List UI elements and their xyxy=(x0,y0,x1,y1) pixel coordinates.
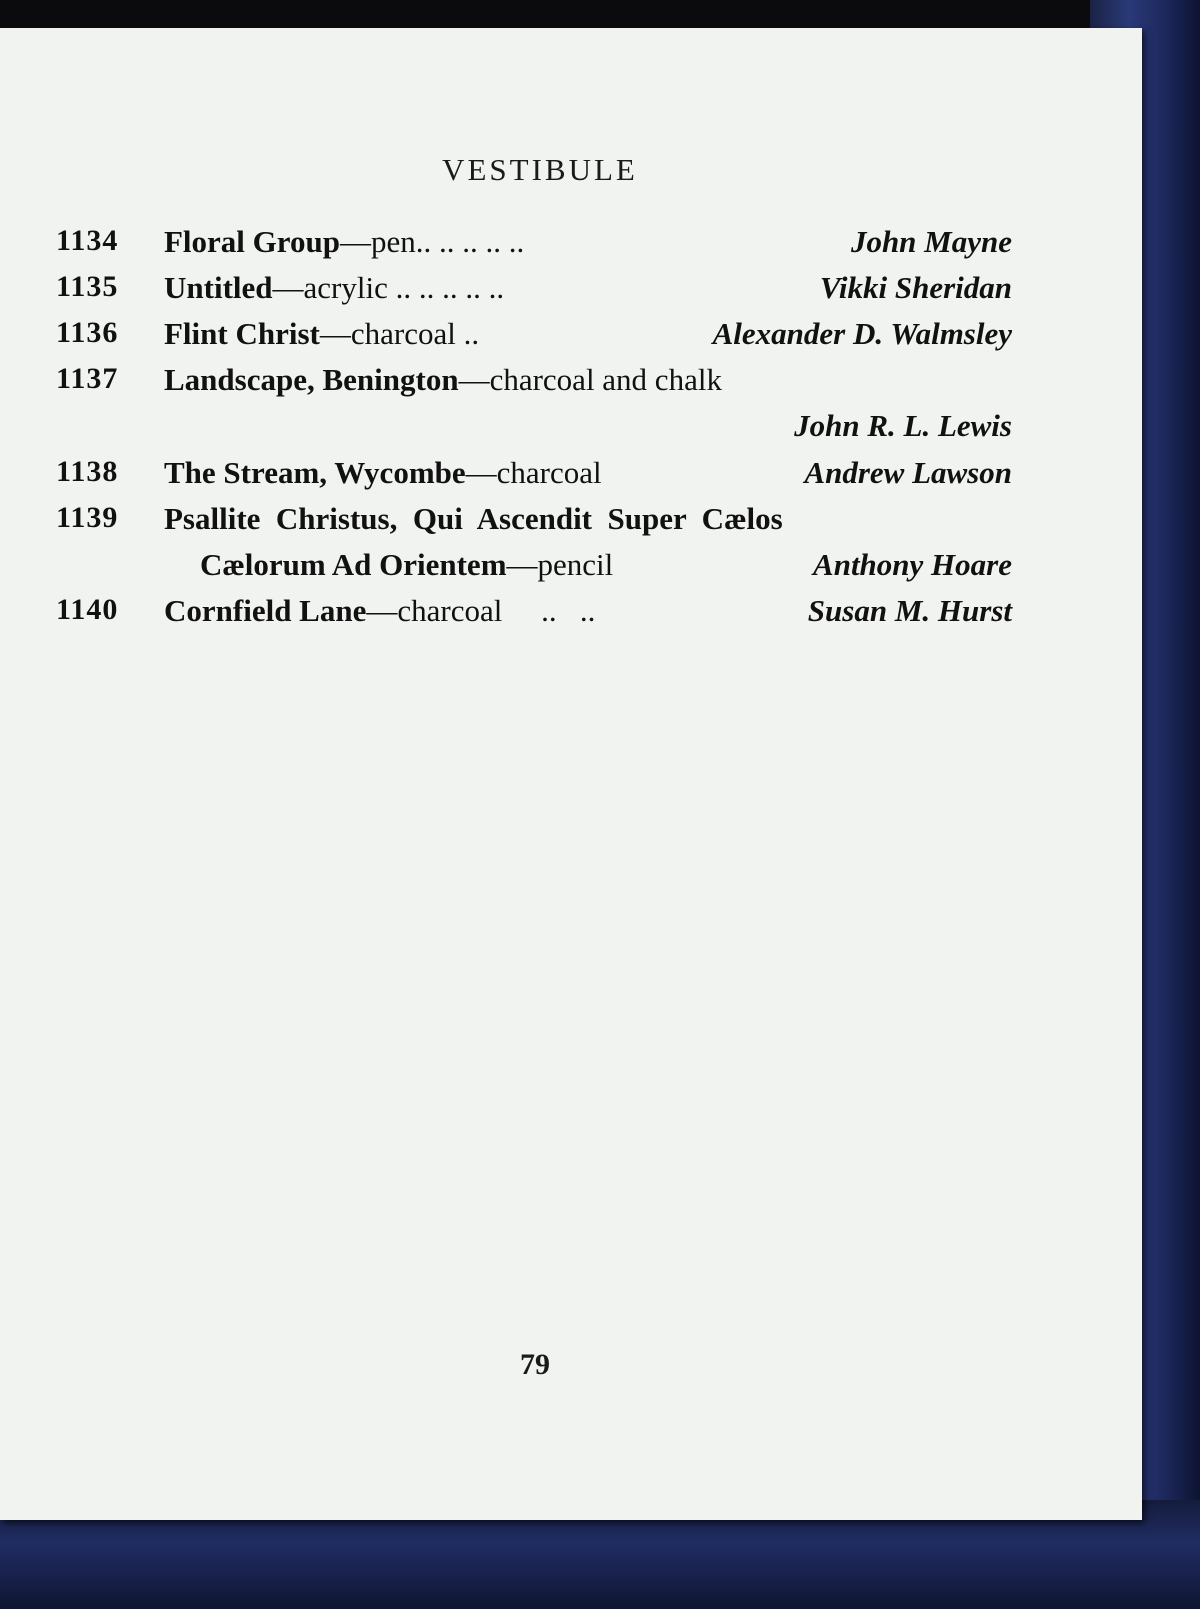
entry-description xyxy=(164,593,595,629)
entry-artist: Anthony Hoare xyxy=(813,547,1012,582)
entry-medium: —charcoal and chalk xyxy=(458,362,722,397)
entry-title: Flint Christ xyxy=(164,316,320,351)
entry-number: 1136 xyxy=(56,316,119,349)
catalogue-entry xyxy=(0,593,1142,639)
entry-medium: —pencil xyxy=(506,547,614,582)
entry-description xyxy=(164,316,479,352)
catalogue-entry xyxy=(0,455,1142,501)
section-title: VESTIBULE xyxy=(442,152,638,187)
catalogue-page xyxy=(0,28,1142,1520)
entry-number: 1134 xyxy=(56,224,119,257)
entry-title: Floral Group xyxy=(164,224,340,259)
entry-title: Untitled xyxy=(164,270,273,305)
entry-artist: Vikki Sheridan xyxy=(819,270,1012,305)
entry-description xyxy=(200,547,613,583)
entry-number: 1139 xyxy=(56,501,119,534)
catalogue-entry xyxy=(0,270,1142,316)
page-number: 79 xyxy=(520,1348,550,1381)
entry-medium: —acrylic xyxy=(272,270,388,305)
entry-description xyxy=(164,270,504,306)
entry-medium: —charcoal xyxy=(366,593,503,628)
entry-leaders: .. .. .. .. .. xyxy=(415,224,525,259)
catalogue-entry xyxy=(0,316,1142,362)
catalogue-entry xyxy=(0,224,1142,270)
catalogue-entry-continuation xyxy=(0,408,1142,454)
entry-artist: Andrew Lawson xyxy=(804,455,1012,490)
entry-number: 1135 xyxy=(56,270,119,303)
entry-title: Landscape, Benington xyxy=(164,362,459,397)
entry-artist: John R. L. Lewis xyxy=(794,408,1012,443)
entry-title: The Stream, Wycombe xyxy=(164,455,466,490)
entry-number: 1138 xyxy=(56,455,119,488)
entry-title: Psallite Christus, Qui Ascendit Super Cælos xyxy=(164,501,783,536)
entry-medium: —charcoal xyxy=(319,316,456,351)
entry-description xyxy=(164,224,524,260)
entry-number: 1137 xyxy=(56,362,119,395)
entry-medium: —pen xyxy=(339,224,416,259)
entry-artist: Alexander D. Walmsley xyxy=(712,316,1012,351)
entry-leaders: .. .. xyxy=(541,593,596,628)
catalogue-entry-continuation xyxy=(0,547,1142,593)
entry-artist: Susan M. Hurst xyxy=(807,593,1012,628)
catalogue-entry xyxy=(0,362,1142,408)
entry-title-continued: Cælorum Ad Orientem xyxy=(200,547,507,582)
entry-medium: —charcoal xyxy=(465,455,602,490)
entry-number: 1140 xyxy=(56,593,119,626)
entry-leaders: .. xyxy=(463,316,480,351)
catalogue-entry xyxy=(0,501,1142,547)
entry-title: Cornfield Lane xyxy=(164,593,367,628)
entry-description xyxy=(164,455,602,491)
entry-leaders: .. .. .. .. .. xyxy=(395,270,505,305)
entry-description xyxy=(164,362,722,398)
entry-artist: John Mayne xyxy=(850,224,1012,259)
